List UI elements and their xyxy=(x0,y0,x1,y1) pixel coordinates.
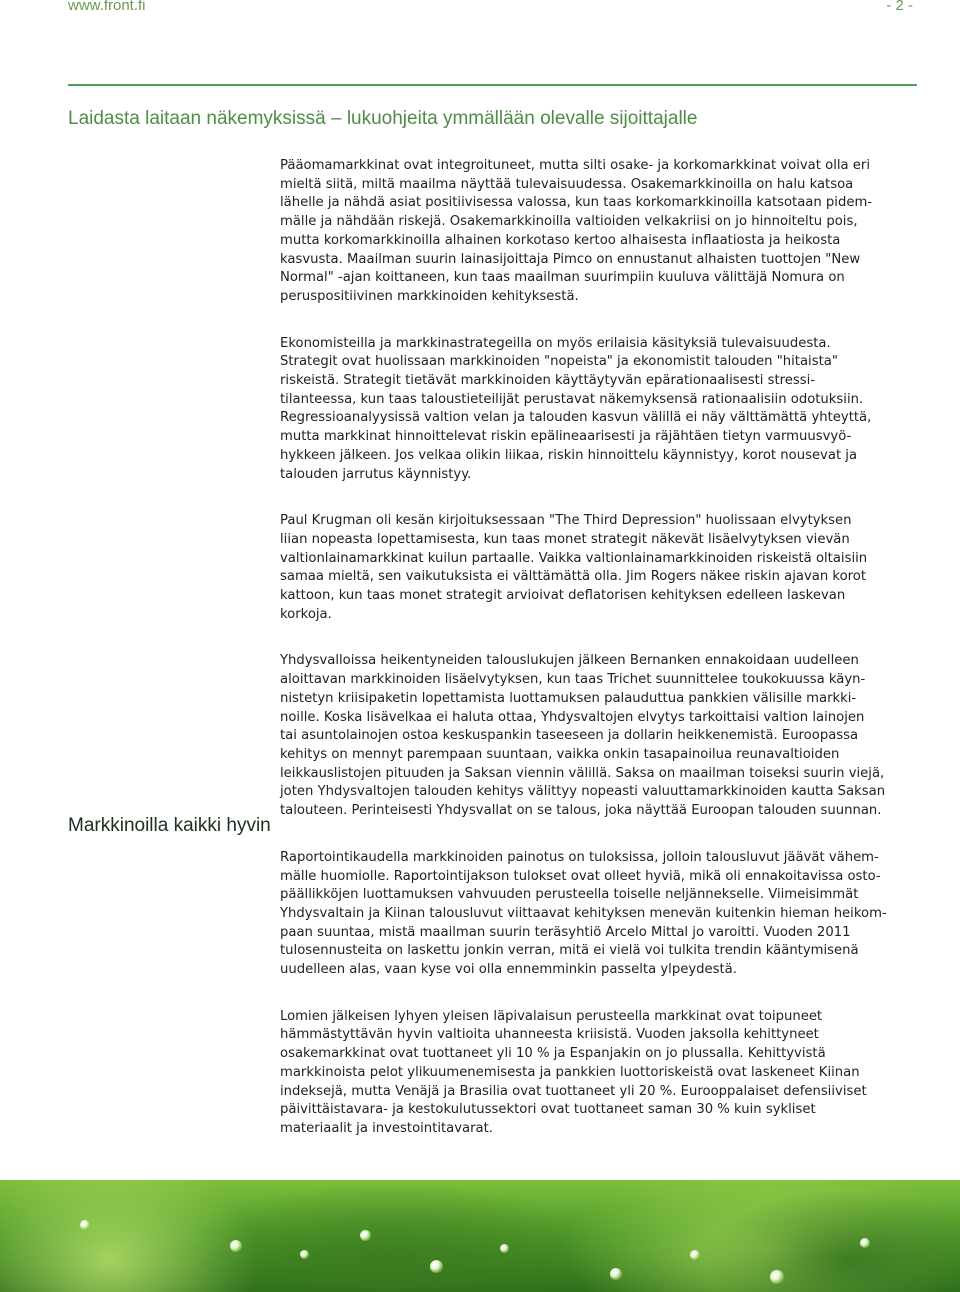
paragraph-line: tilanteessa, kun taas taloustieteilijät perustavat näkemyksensä rationaalisiin odotuksiin. xyxy=(280,391,864,407)
paragraph-line: hämmästyttävän hyvin valtioita uhanneesta kriisistä. Vuoden jaksolla kehittyneet xyxy=(280,1027,819,1043)
paragraph-line: paan suuntaa, mistä maailman suurin teräsyhtiö Arcelo Mittal jo varoitti. Vuoden 2011 xyxy=(280,924,851,940)
paragraph-line: Normal" -ajan koittaneen, kun taas maailman suurimpiin kuuluva välittäjä Nomura on xyxy=(280,270,845,286)
header-divider xyxy=(68,84,917,86)
body-paragraph xyxy=(280,157,930,307)
body-paragraph xyxy=(280,512,930,624)
paragraph-line: Regressioanalyysissä valtion velan ja talouden kasvun välillä ei näy välttämättä yhteyttä, xyxy=(280,410,872,426)
paragraph-line: peruspositiivinen markkinoiden kehityksestä. xyxy=(280,288,579,304)
paragraph-line: nistetyn kriisipaketin lopettamista luottamuksen palauduttua pankkien välisille markki- xyxy=(280,690,857,706)
paragraph-line: tulosennusteita on laskettu jonkin verran, mitä ei vielä voi tulkita trendin kääntymisenä xyxy=(280,943,859,959)
paragraph-line: mälle ja nähdään riskejä. Osakemarkkinoilla valtioiden velkakriisi on jo hinnoiteltu pois, xyxy=(280,214,858,230)
paragraph-line: mälle huomiolle. Raportointijakson tulokset ovat olleet hyviä, mikä oli ennakoitavissa osto- xyxy=(280,868,881,884)
page-title: Laidasta laitaan näkemyksissä – lukuohjeita ymmällään olevalle sijoittajalle xyxy=(68,108,698,129)
paragraph-line: aloittavan markkinoiden lisäelvytyksen, kun taas Trichet suunnittelee toukokuussa käyn- xyxy=(280,672,866,688)
paragraph-line: korkoja. xyxy=(280,606,332,622)
paragraph-line: tai asuntolainojen ostoa keskuspankin taseeseen ja dollarin heikkenemistä. Euroopassa xyxy=(280,728,859,744)
paragraph-line: kasvusta. Maailman suurin lainasijoittaja Pimco on ennustanut alhaisten tuottojen "New xyxy=(280,251,861,267)
paragraph-line: indeksejä, mutta Venäjä ja Brasilia ovat tuottaneet yli 20 %. Eurooppalaiset defensiiviset xyxy=(280,1083,867,1099)
paragraph-line: markkinoista pelot ylikuumenemisesta ja pankkien luottoriskeistä ovat laskeneet Kiinan xyxy=(280,1064,860,1080)
paragraph-line: samaa mieltä, sen vaikutuksista ei välttämättä olla. Jim Rogers näkee riskin ajavan korot xyxy=(280,569,867,585)
paragraph-line: Strategit ovat huolissaan markkinoiden "nopeista" ja ekonomistit talouden "hitaista" xyxy=(280,354,838,370)
paragraph-line: mieltä siitä, miltä maailma näyttää tulevaisuudessa. Osakemarkkinoilla on halu katsoa xyxy=(280,176,854,192)
paragraph-line: kattoon, kun taas monet strategit arvioivat deflatorisen kehityksen edelleen laskevan xyxy=(280,588,846,604)
paragraph-line: noille. Koska lisävelkaa ei haluta ottaa, Yhdysvaltojen elvytys tarkoittaisi valtion lainojen xyxy=(280,709,865,725)
paragraph-line: uudelleen alas, vaan kyse voi olla ennemminkin passelta ylpeydestä. xyxy=(280,962,737,978)
paragraph-line: Raportointikaudella markkinoiden painotus on tuloksissa, jolloin talousluvut jäävät vähem- xyxy=(280,849,879,865)
paragraph-line: Ekonomisteilla ja markkinastrategeilla on myös erilaisia käsityksiä tulevaisuudesta. xyxy=(280,335,831,351)
paragraph-line: lähelle ja nähdä asiat positiivisessa valossa, kun taas korkomarkkinoilla katsotaan pidem- xyxy=(280,195,873,211)
paragraph-line: Yhdysvaltain ja Kiinan talousluvut viittaavat kehityksen menevän kuitenkin hieman heikom- xyxy=(280,905,887,921)
grass-photo xyxy=(0,1180,960,1292)
paragraph-line: Yhdysvalloissa heikentyneiden talouslukujen jälkeen Bernanken ennakoidaan uudelleen xyxy=(280,653,859,669)
body-paragraph xyxy=(280,335,930,485)
paragraph-line: mutta markkinat hinnoittelevat riskin epälineaarisesti ja räjähtäen tietyn varmuusvyö- xyxy=(280,429,852,445)
paragraph-line: päällikköjen luottamuksen vahvuuden perusteella toiselle neljännekselle. Viimeisimmät xyxy=(280,887,859,903)
header-url-link[interactable]: www.front.fi xyxy=(68,0,146,14)
paragraph-line: valtionlainamarkkinat kuilun partaalle. Vaikka valtionlainamarkkinoiden riskeistä oltaisiin xyxy=(280,550,868,566)
body-paragraph xyxy=(280,652,930,820)
paragraph-line: päivittäistavara- ja kestokulutussektori ovat tuottaneet saman 30 % kuin sykliset xyxy=(280,1102,816,1118)
side-heading: Markkinoilla kaikki hyvin xyxy=(68,815,271,836)
paragraph-line: riskeistä. Strategit tietävät markkinoiden käyttäytyvän epärationaalisesti stressi- xyxy=(280,373,816,389)
body-paragraph xyxy=(280,849,930,980)
body-paragraph xyxy=(280,1008,930,1139)
paragraph-line: kehitys on mennyt parempaan suuntaan, vaikka onkin tasapainoilua reunavaltioiden xyxy=(280,746,840,762)
paragraph-line: joten Yhdysvaltojen talouden kehitys välittyy nopeasti valuuttamarkkinoiden kautta Saksan xyxy=(280,784,886,800)
paragraph-line: Pääomamarkkinat ovat integroituneet, mutta silti osake- ja korkomarkkinat voivat olla eri xyxy=(280,158,870,173)
body-column xyxy=(280,157,930,1167)
page-number: - 2 - xyxy=(886,0,913,14)
paragraph-line: Paul Krugman oli kesän kirjoituksessaan "The Third Depression" huolissaan elvytyksen xyxy=(280,513,852,529)
paragraph-line: hykkeen jälkeen. Jos velkaa olikin liikaa, riskin hinnoittelu käynnistyy, korot nousevat ja xyxy=(280,447,858,463)
paragraph-line: osakemarkkinat ovat tuottaneet yli 10 % ja Espanjakin on jo plussalla. Kehittyvistä xyxy=(280,1046,826,1062)
paragraph-line: materiaalit ja investointitavarat. xyxy=(280,1120,493,1136)
paragraph-line: talouteen. Perinteisesti Yhdysvallat on se talous, joka näyttää Euroopan talouden suunnan. xyxy=(280,803,882,819)
paragraph-line: Lomien jälkeisen lyhyen yleisen läpivalaisun perusteella markkinat ovat toipuneet xyxy=(280,1008,823,1024)
paragraph-line: liian nopeasta lopettamisesta, kun taas monet strategit näkevät lisäelvytyksen vievän xyxy=(280,531,850,547)
paragraph-line: mutta korkomarkkinoilla alhainen korkotaso kertoo alhaisesta inflaatiosta ja heikosta xyxy=(280,232,841,248)
paragraph-line: talouden jarrutus käynnistyy. xyxy=(280,466,472,482)
paragraph-line: leikkauslistojen pituuden ja Saksan viennin välillä. Saksa on maailman toiseksi suurin viejä, xyxy=(280,765,885,781)
